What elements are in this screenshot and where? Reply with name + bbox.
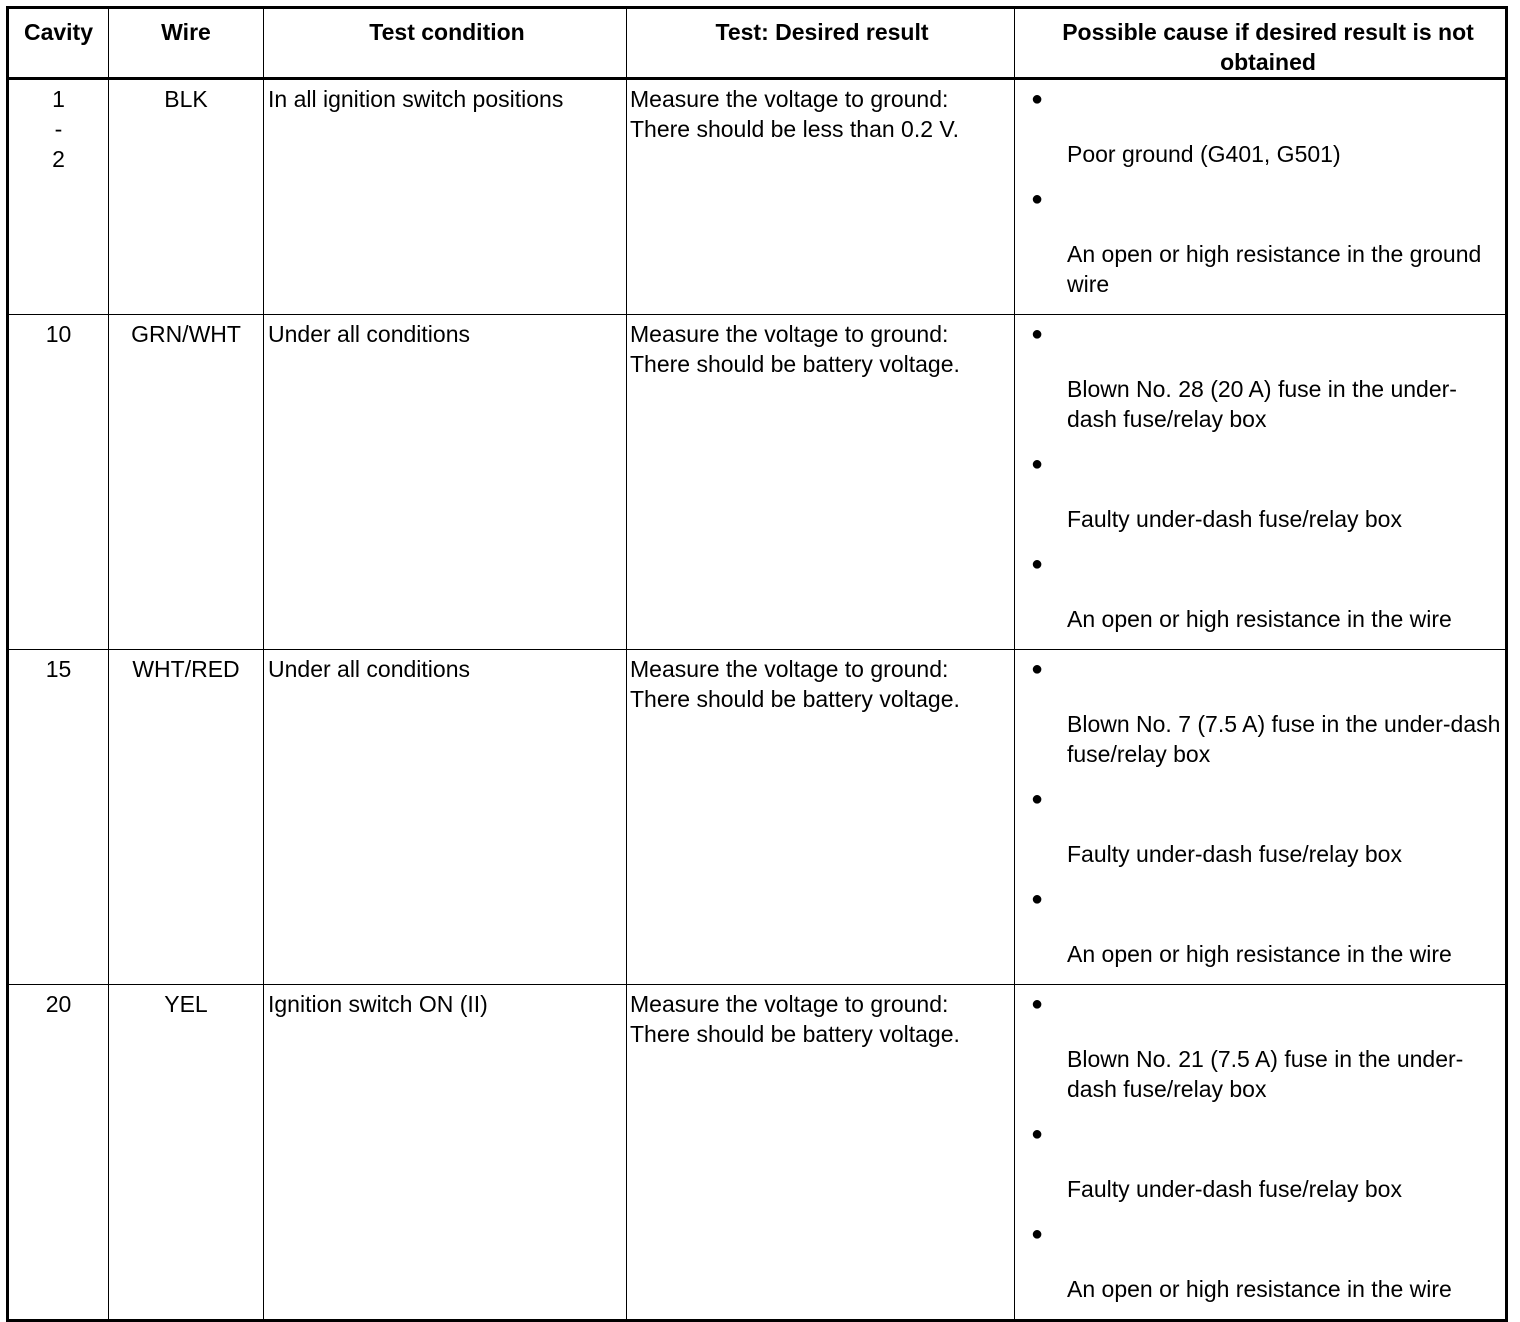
bullet-icon: ● — [1031, 993, 1044, 1015]
table-row — [8, 650, 1507, 985]
cavity-cell — [8, 79, 109, 315]
header-desired-result: Test: Desired result — [627, 8, 1015, 79]
cause-list-item — [1031, 449, 1505, 534]
bullet-icon: ● — [1031, 1123, 1044, 1145]
desired-result-line: There should be less than 0.2 V. — [630, 116, 960, 142]
possible-cause-cell — [1015, 650, 1507, 985]
bullet-icon: ● — [1031, 888, 1044, 910]
bullet-icon: ● — [1031, 1223, 1044, 1245]
desired-result-cell — [627, 79, 1015, 315]
table-body — [8, 79, 1507, 1321]
desired-result-line: There should be battery voltage. — [630, 1021, 960, 1047]
test-condition-cell: Under all conditions — [264, 315, 627, 650]
header-possible-cause: Possible cause if desired result is not obtained — [1015, 8, 1507, 79]
wire-color-cell: BLK — [109, 79, 264, 315]
cause-text: Faulty under-dash fuse/relay box — [1067, 841, 1402, 867]
possible-cause-cell — [1015, 315, 1507, 650]
connector-test-table — [6, 6, 1508, 1322]
test-condition-cell: Ignition switch ON (II) — [264, 985, 627, 1321]
desired-result-line: Measure the voltage to ground: — [630, 321, 949, 347]
desired-result-cell — [627, 650, 1015, 985]
cavity-cell — [8, 315, 109, 650]
cause-list-item — [1031, 549, 1505, 634]
cavity-cell — [8, 985, 109, 1321]
cause-list-item — [1031, 84, 1505, 169]
test-condition-cell: Under all conditions — [264, 650, 627, 985]
desired-result-line: Measure the voltage to ground: — [630, 656, 949, 682]
cavity-number: 2 — [52, 146, 65, 172]
cavity-number: 10 — [45, 321, 72, 347]
table-row — [8, 79, 1507, 315]
bullet-icon: ● — [1031, 323, 1044, 345]
cause-list-item — [1031, 989, 1505, 1104]
cause-list-item — [1031, 884, 1505, 969]
cause-list-item — [1031, 319, 1505, 434]
bullet-icon: ● — [1031, 658, 1044, 680]
header-wire: Wire — [109, 8, 264, 79]
cause-list-item — [1031, 654, 1505, 769]
bullet-icon: ● — [1031, 88, 1044, 110]
cavity-number: 20 — [45, 991, 72, 1017]
header-test-condition: Test condition — [264, 8, 627, 79]
table-row — [8, 985, 1507, 1321]
cavity-number: 15 — [45, 656, 72, 682]
cause-text: An open or high resistance in the wire — [1067, 941, 1452, 967]
cause-list-item — [1031, 1119, 1505, 1204]
cavity-cell — [8, 650, 109, 985]
desired-result-line: There should be battery voltage. — [630, 686, 960, 712]
bullet-icon: ● — [1031, 453, 1044, 475]
wire-color-cell: GRN/WHT — [109, 315, 264, 650]
bullet-icon: ● — [1031, 188, 1044, 210]
cause-text: Poor ground (G401, G501) — [1067, 141, 1341, 167]
cause-text: Faulty under-dash fuse/relay box — [1067, 506, 1402, 532]
desired-result-cell — [627, 985, 1015, 1321]
desired-result-cell — [627, 315, 1015, 650]
table-row — [8, 315, 1507, 650]
cavity-number: 1 — [52, 86, 65, 112]
cause-text: Blown No. 7 (7.5 A) fuse in the under-dash fuse/relay box — [1067, 711, 1501, 767]
cause-list-item — [1031, 784, 1505, 869]
header-cavity: Cavity — [8, 8, 109, 79]
cause-text: An open or high resistance in the wire — [1067, 606, 1452, 632]
test-condition-cell: In all ignition switch positions — [264, 79, 627, 315]
cause-text: An open or high resistance in the ground wire — [1067, 241, 1482, 297]
cause-text: Blown No. 28 (20 A) fuse in the under-dash fuse/relay box — [1067, 376, 1457, 432]
cause-list-item — [1031, 184, 1505, 299]
cause-text: Faulty under-dash fuse/relay box — [1067, 1176, 1402, 1202]
desired-result-line: Measure the voltage to ground: — [630, 991, 949, 1017]
header-row — [8, 8, 1507, 79]
cause-list-item — [1031, 1219, 1505, 1304]
wire-color-cell: YEL — [109, 985, 264, 1321]
cause-text: Blown No. 21 (7.5 A) fuse in the under-dash fuse/relay box — [1067, 1046, 1464, 1102]
desired-result-line: There should be battery voltage. — [630, 351, 960, 377]
possible-cause-cell — [1015, 985, 1507, 1321]
wire-color-cell: WHT/RED — [109, 650, 264, 985]
possible-cause-cell — [1015, 79, 1507, 315]
cause-text: An open or high resistance in the wire — [1067, 1276, 1452, 1302]
bullet-icon: ● — [1031, 553, 1044, 575]
cavity-number: - — [54, 116, 63, 142]
desired-result-line: Measure the voltage to ground: — [630, 86, 949, 112]
bullet-icon: ● — [1031, 788, 1044, 810]
